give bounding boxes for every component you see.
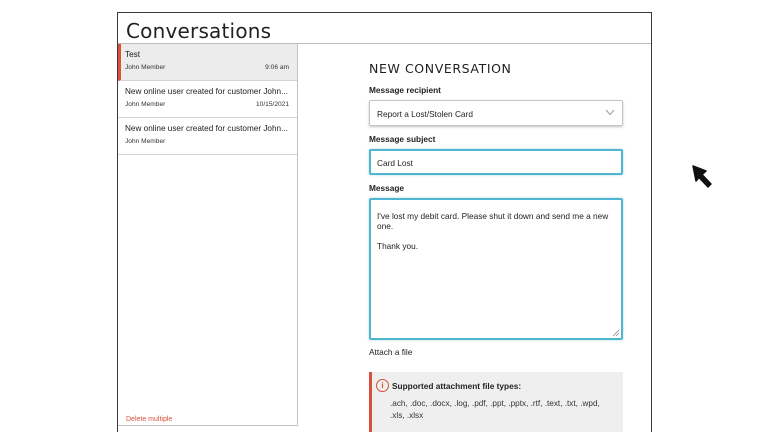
conversation-item[interactable] (118, 118, 297, 155)
conversation-time: 9:06 am (265, 64, 289, 71)
conversation-author: John Member (125, 64, 166, 71)
new-conversation-form (369, 61, 623, 432)
resize-handle-icon[interactable] (612, 329, 620, 337)
recipient-label: Message recipient (369, 85, 441, 95)
page-title: Conversations (126, 19, 272, 43)
subject-input[interactable]: Card Lost (369, 149, 623, 175)
notice-title: Supported attachment file types: (392, 380, 522, 391)
message-textarea[interactable] (369, 198, 623, 340)
subject-label: Message subject (369, 134, 436, 144)
delete-multiple-link[interactable]: Delete multiple (126, 416, 173, 423)
conversation-list (118, 44, 298, 426)
conversation-time: 10/15/2021 (255, 101, 289, 108)
attach-file-link[interactable]: Attach a file (369, 347, 413, 357)
info-icon: i (376, 379, 389, 392)
conversation-item[interactable] (118, 44, 297, 81)
notice-body: .ach, .doc, .docx, .log, .pdf, .ppt, .pptx, .rtf, .text, .txt, .wpd, .xls, .xlsx (390, 399, 600, 420)
conversation-author: John Member (125, 138, 166, 145)
conversation-subject: Test (125, 50, 141, 59)
recipient-value: Report a Lost/Stolen Card (377, 109, 473, 119)
mouse-pointer-icon (692, 165, 720, 193)
message-label: Message (369, 183, 405, 193)
conversation-author: John Member (125, 101, 166, 108)
conversation-subject: New online user created for customer John... (125, 124, 288, 133)
attachment-notice (369, 372, 623, 432)
chevron-down-icon (605, 109, 615, 116)
message-line: I've lost my debit card. Please shut it down and send me a new one. (377, 211, 609, 231)
form-heading: NEW CONVERSATION (369, 61, 512, 76)
message-line: Thank you. (377, 241, 419, 251)
conversation-item[interactable] (118, 81, 297, 118)
app-window (117, 12, 652, 432)
conversation-subject: New online user created for customer John... (125, 87, 288, 96)
recipient-select[interactable] (369, 100, 623, 126)
